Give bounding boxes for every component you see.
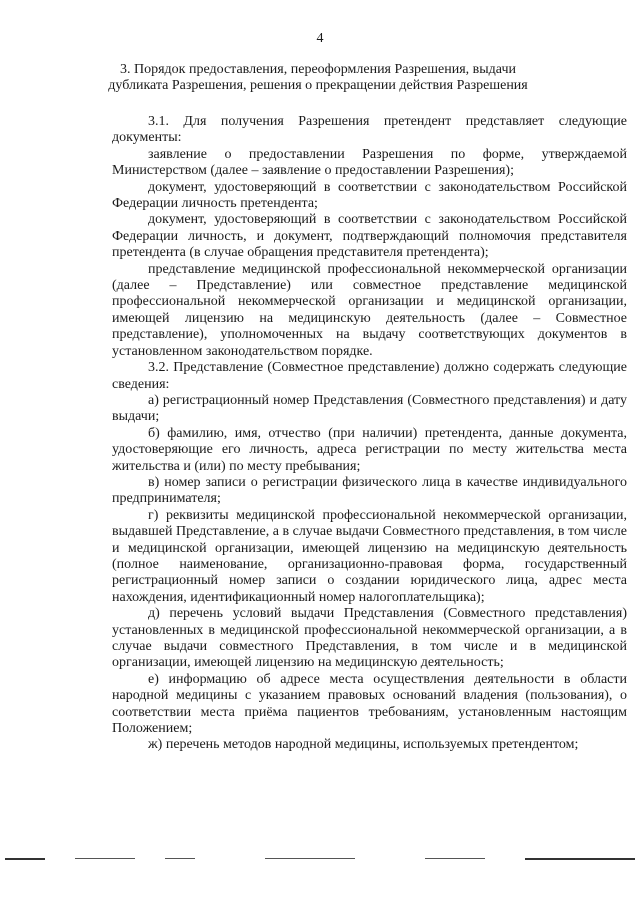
list-item-representative-documents: документ, удостоверяющий в соответствии с законодательством Российской Федерации личность, и документ, подтверждающий полномочия представителя претендента (в случае обращения представителя претендента); <box>112 212 627 261</box>
section-heading: 3. Порядок предоставления, переоформления Разрешения, выдачи дубликата Разрешения, решения о прекращении действия Разрешения <box>108 62 528 93</box>
page-number: 4 <box>316 31 324 46</box>
list-item-g: г) реквизиты медицинской профессиональной некоммерческой организации, выдавшей Представление, а в случае выдачи Совместного представления, в том числе и медицинской организации, имеющей лицензию на медицинскую деятельность (полное наименование, организационно-правовая форма, государственный регистрационный номер записи о создании юридического лица, адрес места нахождения, идентификационный номер налогоплательщика); <box>112 507 627 605</box>
list-item-e: е) информацию об адресе места осуществления деятельности в области народной медицины с указанием правовых оснований владения (пользования), о соответствии места приёма пациентов требованиям, установленным настоящим Положением; <box>112 671 627 737</box>
list-item-d: д) перечень условий выдачи Представления (Совместного представления) установленных в медицинской профессиональной некоммерческой организации, а в случае выдачи совместного Представления, в том числе и в медицинской организации, имеющей лицензию на медицинскую деятельность; <box>112 606 627 671</box>
paragraph-3-2: 3.2. Представление (Совместное представление) должно содержать следующие сведения: <box>112 360 627 392</box>
document-body <box>112 114 627 754</box>
list-item-application: заявление о предоставлении Разрешения по форме, утверждаемой Министерством (далее – заявление о предоставлении Разрешения); <box>112 146 627 179</box>
list-item-identity-document: документ, удостоверяющий в соответствии с законодательством Российской Федерации личность претендента; <box>112 179 627 212</box>
list-item-a: а) регистрационный номер Представления (Совместного представления) и дату выдачи; <box>112 392 627 425</box>
list-item-zh: ж) перечень методов народной медицины, используемых претендентом; <box>148 737 579 753</box>
list-item-b: б) фамилию, имя, отчество (при наличии) претендента, данные документа, удостоверяющие его личность, адреса регистрации по месту жительства места жительства и (или) по месту пребывания; <box>112 425 627 474</box>
list-item-representation: представление медицинской профессиональной некоммерческой организации (далее – Представление) или совместное представление медицинской профессиональной некоммерческой организации и медицинской организации, имеющей лицензию на медицинскую деятельность (далее – Совместное представление), уполномоченных на выдачу соответствующих документов в установленном законодательством порядке. <box>112 261 627 359</box>
list-item-v: в) номер записи о регистрации физического лица в качестве индивидуального предпринимателя; <box>112 474 627 507</box>
paragraph-3-1: 3.1. Для получения Разрешения претендент представляет следующие документы: <box>112 114 627 146</box>
scan-edge-artifact <box>5 856 635 862</box>
